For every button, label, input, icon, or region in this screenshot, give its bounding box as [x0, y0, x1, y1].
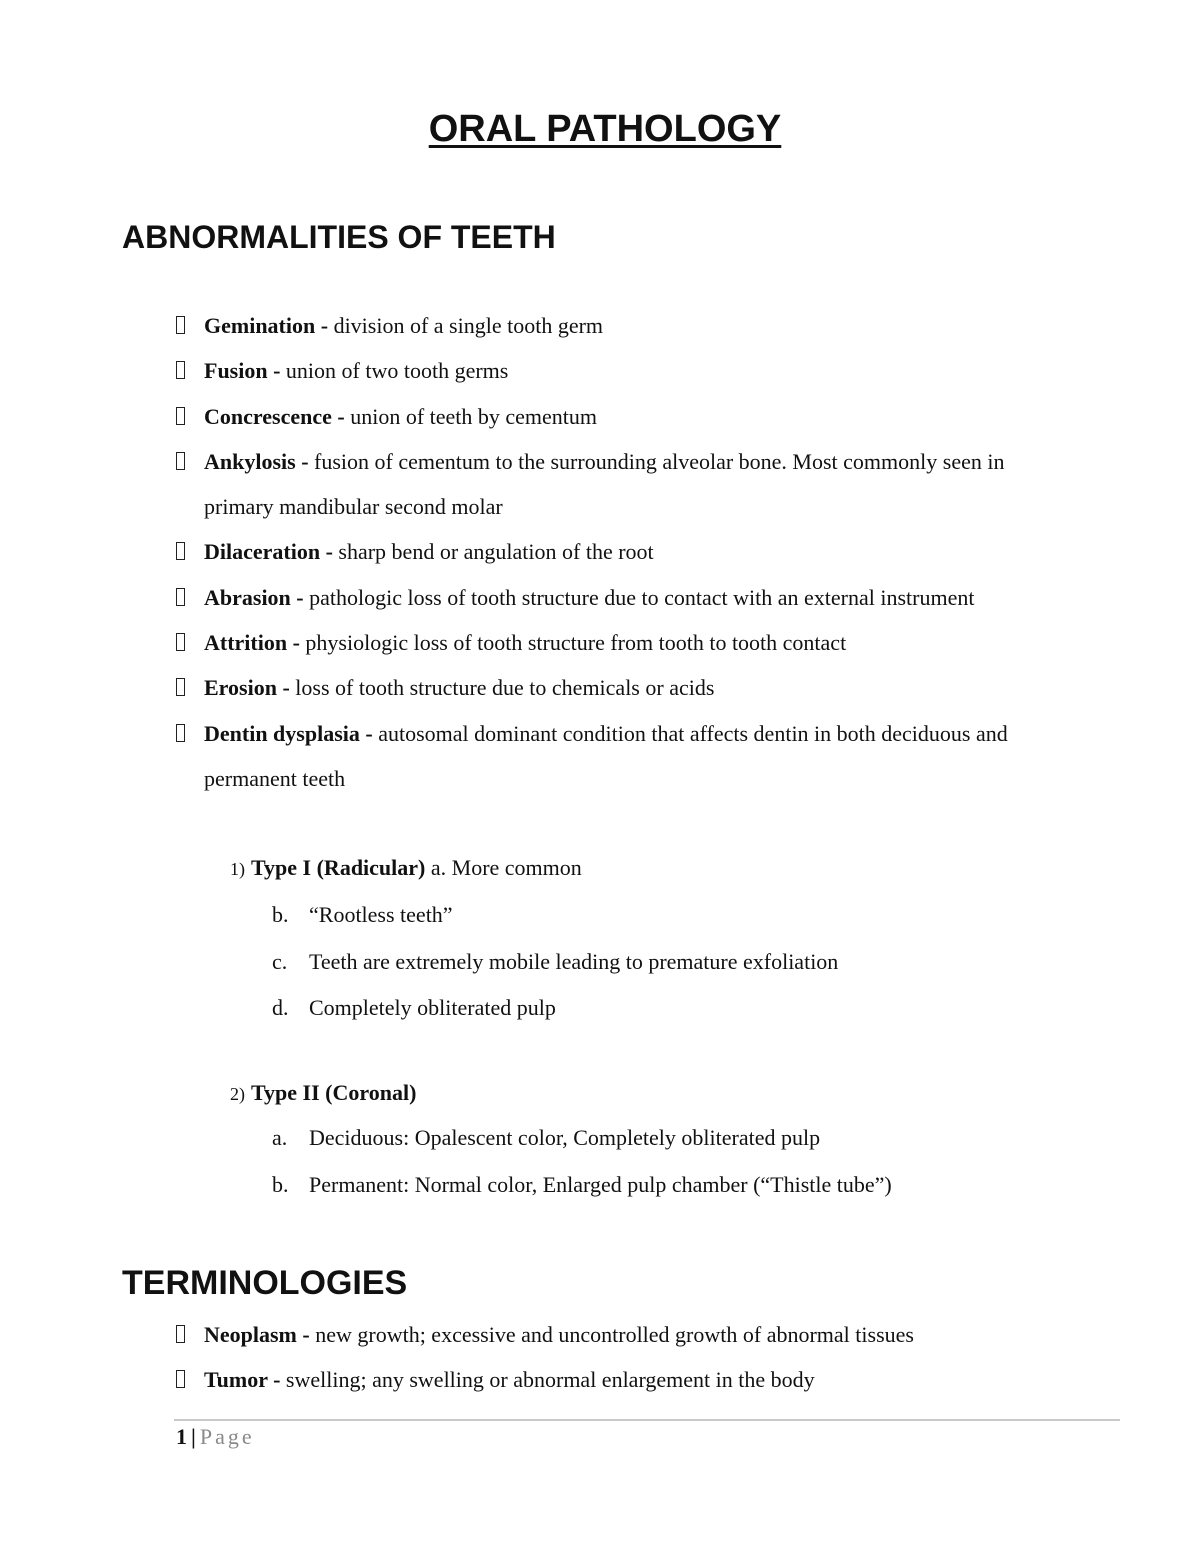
type-heading-radicular: [230, 845, 582, 892]
term: Concrescence -: [204, 403, 345, 429]
definition: union of teeth by cementum: [344, 403, 598, 429]
list-item: [176, 665, 1076, 710]
type-coronal-sublist: [272, 1115, 892, 1208]
list-item: [176, 439, 1076, 530]
page-separator: |: [191, 1424, 196, 1449]
type-label: Type I (Radicular): [251, 855, 426, 880]
list-item: [176, 1357, 1076, 1402]
list-item: [176, 303, 1076, 348]
sub-list-item: [272, 985, 838, 1032]
sub-list-item: [272, 1162, 892, 1209]
page-label: Page: [199, 1424, 255, 1449]
sub-item-text: Permanent: Normal color, Enlarged pulp chamber (“Thistle tube”): [309, 1171, 892, 1197]
definition: pathologic loss of tooth structure due to contact with an external instrument: [303, 584, 975, 610]
term: Fusion -: [204, 358, 281, 384]
list-item: [176, 620, 1076, 665]
square-bullet-icon: [176, 361, 185, 379]
definition: sharp bend or angulation of the root: [332, 539, 654, 565]
type-inline-text: a. More common: [425, 855, 582, 880]
list-item: [176, 394, 1076, 439]
list-item: [176, 575, 1076, 620]
square-bullet-icon: [176, 542, 185, 560]
sub-list-item: [272, 892, 838, 939]
definition: swelling; any swelling or abnormal enlargement in the body: [280, 1367, 815, 1393]
square-bullet-icon: [176, 588, 185, 606]
sub-item-letter: c.: [272, 948, 288, 974]
abnormalities-list: [176, 303, 1076, 801]
sub-item-letter: d.: [272, 995, 289, 1020]
definition: physiologic loss of tooth structure from tooth to tooth contact: [299, 630, 847, 656]
page-title: ORAL PATHOLOGY: [428, 108, 782, 150]
definition: loss of tooth structure due to chemicals or acids: [289, 675, 715, 701]
square-bullet-icon: [176, 724, 185, 742]
sub-item-letter: a.: [272, 1125, 288, 1150]
square-bullet-icon: [176, 407, 185, 425]
term: Tumor -: [204, 1367, 281, 1393]
list-item: [176, 529, 1076, 574]
term: Neoplasm -: [204, 1322, 310, 1347]
sub-list-item: [272, 1115, 892, 1162]
type-label: Type II (Coronal): [251, 1080, 417, 1105]
list-item: [176, 348, 1076, 393]
term: Gemination -: [204, 313, 329, 338]
section-heading-terminologies: TERMINOLOGIES: [122, 1264, 408, 1302]
definition: division of a single tooth germ: [328, 313, 604, 338]
page-number: 1: [176, 1424, 187, 1449]
square-bullet-icon: [176, 1370, 185, 1388]
list-item: [176, 711, 1076, 802]
square-bullet-icon: [176, 633, 185, 651]
term: Dilaceration -: [204, 539, 333, 565]
definition: autosomal dominant condition that affects dentin in both deciduous and permanent teeth: [204, 720, 1008, 791]
sub-item-letter: b.: [272, 1171, 289, 1197]
sub-item-letter: b.: [272, 902, 289, 927]
type-heading-coronal: [230, 1070, 416, 1117]
square-bullet-icon: [176, 1325, 185, 1343]
square-bullet-icon: [176, 452, 185, 470]
type-radicular-sublist: [272, 892, 838, 1032]
definition: fusion of cementum to the surrounding alveolar bone. Most commonly seen in primary mandibular second molar: [204, 448, 1005, 520]
type-number: 1): [230, 859, 245, 879]
sub-item-text: Teeth are extremely mobile leading to premature exfoliation: [309, 948, 839, 974]
sub-item-text: Completely obliterated pulp: [309, 995, 556, 1020]
term: Abrasion -: [204, 584, 304, 610]
term: Attrition -: [204, 630, 300, 656]
sub-item-text: Deciduous: Opalescent color, Completely obliterated pulp: [309, 1125, 821, 1150]
term: Dentin dysplasia -: [204, 720, 373, 746]
definition: new growth; excessive and uncontrolled growth of abnormal tissues: [309, 1322, 914, 1347]
type-number: 2): [230, 1084, 245, 1104]
definition: union of two tooth germs: [280, 358, 509, 384]
section-heading-abnormalities: ABNORMALITIES OF TEETH: [122, 219, 556, 255]
footer-divider: [174, 1419, 1120, 1421]
square-bullet-icon: [176, 316, 185, 334]
terminologies-list: [176, 1312, 1076, 1403]
page-footer: [176, 1424, 255, 1450]
term: Ankylosis -: [204, 448, 309, 474]
square-bullet-icon: [176, 678, 185, 696]
sub-list-item: [272, 939, 838, 986]
list-item: [176, 1312, 1076, 1357]
sub-item-text: “Rootless teeth”: [309, 902, 453, 927]
term: Erosion -: [204, 675, 290, 701]
